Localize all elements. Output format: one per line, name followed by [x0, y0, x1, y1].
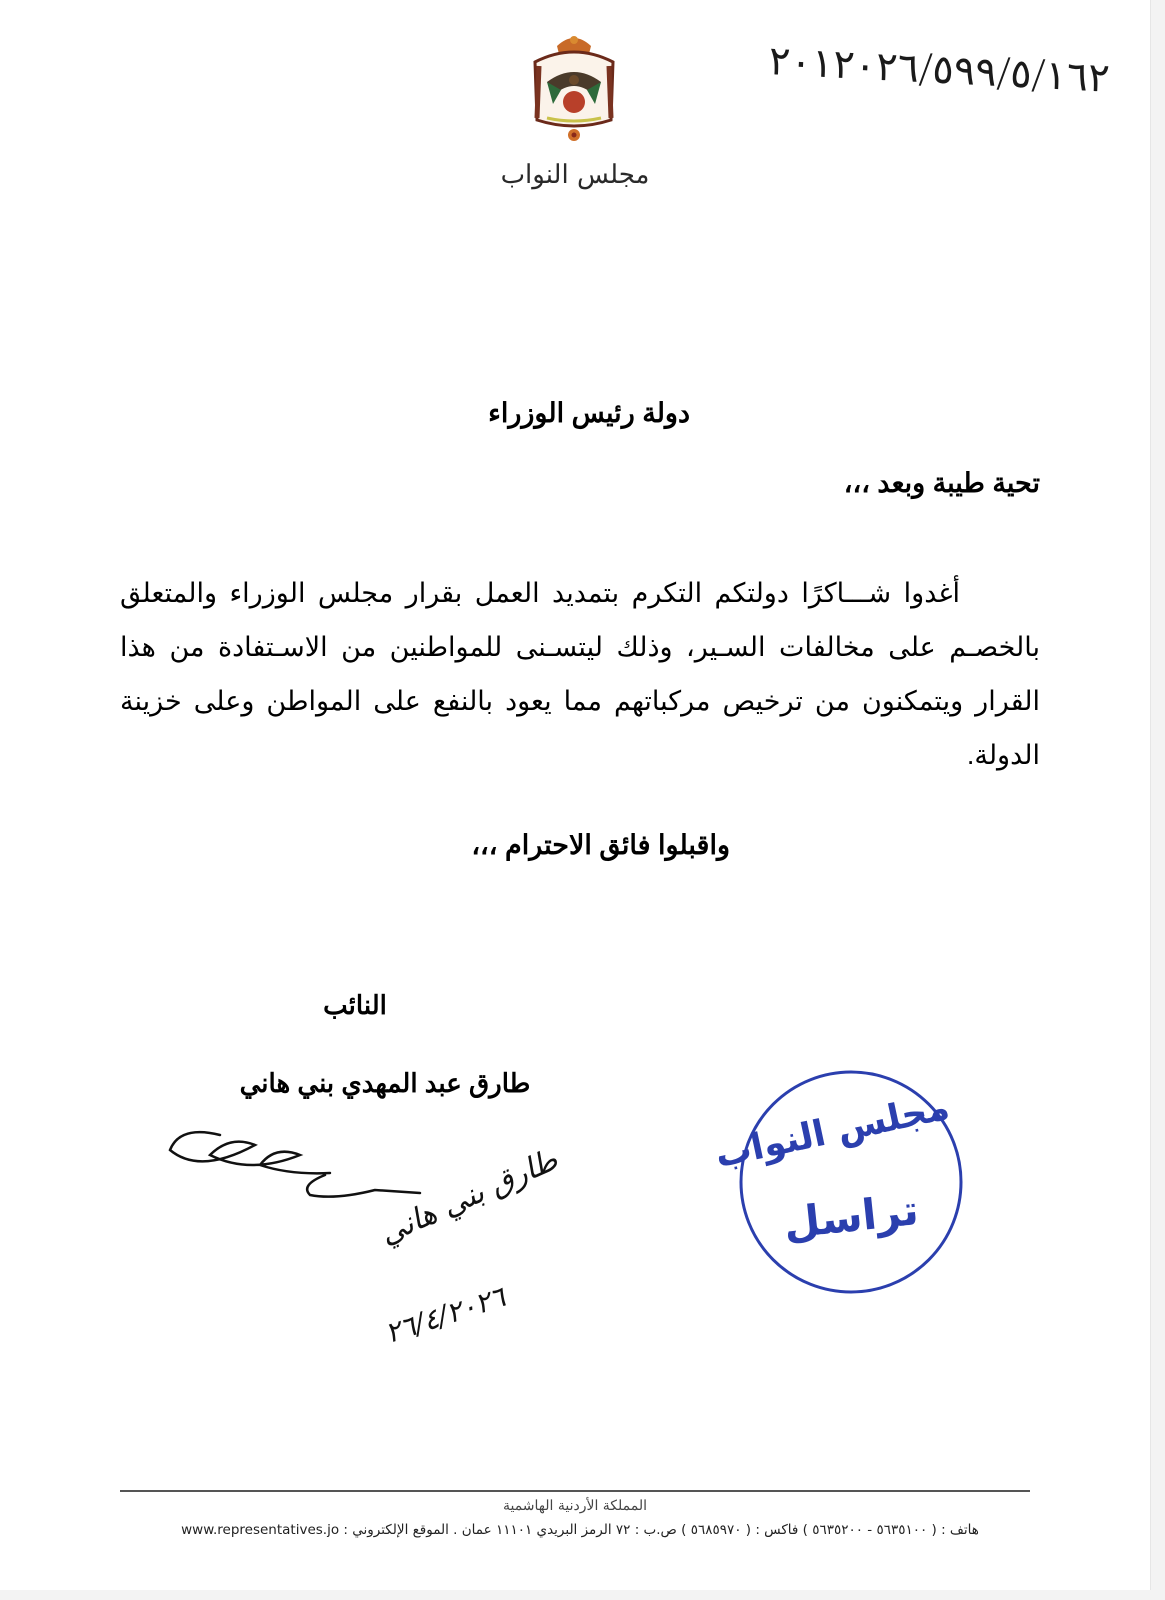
signature-scribble-icon	[160, 1115, 550, 1300]
council-logo-text: مجلس النواب	[500, 160, 650, 190]
signatory-name: طارق عبد المهدي بني هاني	[239, 1068, 531, 1098]
footer-contact-info	[130, 1522, 1030, 1538]
footer-kingdom-name: المملكة الأردنية الهاشمية	[502, 1498, 648, 1514]
footer-divider	[120, 1490, 1030, 1492]
handwritten-date: ٢٦/٤/٢٠٢٦	[381, 1280, 510, 1350]
stamp-line-1: مجلس النواب	[711, 1086, 953, 1177]
greeting: تحية طيبة وبعد ،،،	[843, 468, 1040, 498]
handwritten-signature	[160, 1115, 580, 1375]
coat-of-arms-icon	[527, 32, 621, 148]
stamp-line-2: تراسل	[781, 1185, 921, 1248]
addressee: دولة رئيس الوزراء	[488, 398, 690, 428]
body-text: أغدوا شـــاكرًا دولتكم التكرم بتمديد العمل بقرار مجلس الوزراء والمتعلق بالخصـم على مخالفات السـير، وذلك ليتسـنى للمواطنين من الاسـتفادة من هذا القرار ويتمكنون من ترخيص مركباتهم مما يعود بالنفع على المواطن وعلى خزينة الدولة.	[120, 578, 1040, 770]
official-stamp	[711, 1068, 965, 1296]
handwritten-name: طارق بني هاني	[374, 1142, 564, 1252]
reference-number: ٢٠١٢٠٢٦/٥٩٩/٥/١٦٢	[767, 38, 1111, 102]
signatory-title: النائب	[323, 990, 387, 1020]
footer-website-link[interactable]: www.representatives.jo	[181, 1522, 340, 1538]
body-paragraph	[120, 566, 1040, 782]
footer-contact-text: هاتف : ( ٥٦٣٥١٠٠ - ٥٦٣٥٢٠٠ ) فاكس : ( ٥٦٨٥٩٧٠ ) ص.ب : ٧٢ الرمز البريدي ١١١٠١ عمان . الموقع الإلكتروني :	[343, 1522, 979, 1538]
closing: واقبلوا فائق الاحترام ،،،	[471, 830, 730, 860]
